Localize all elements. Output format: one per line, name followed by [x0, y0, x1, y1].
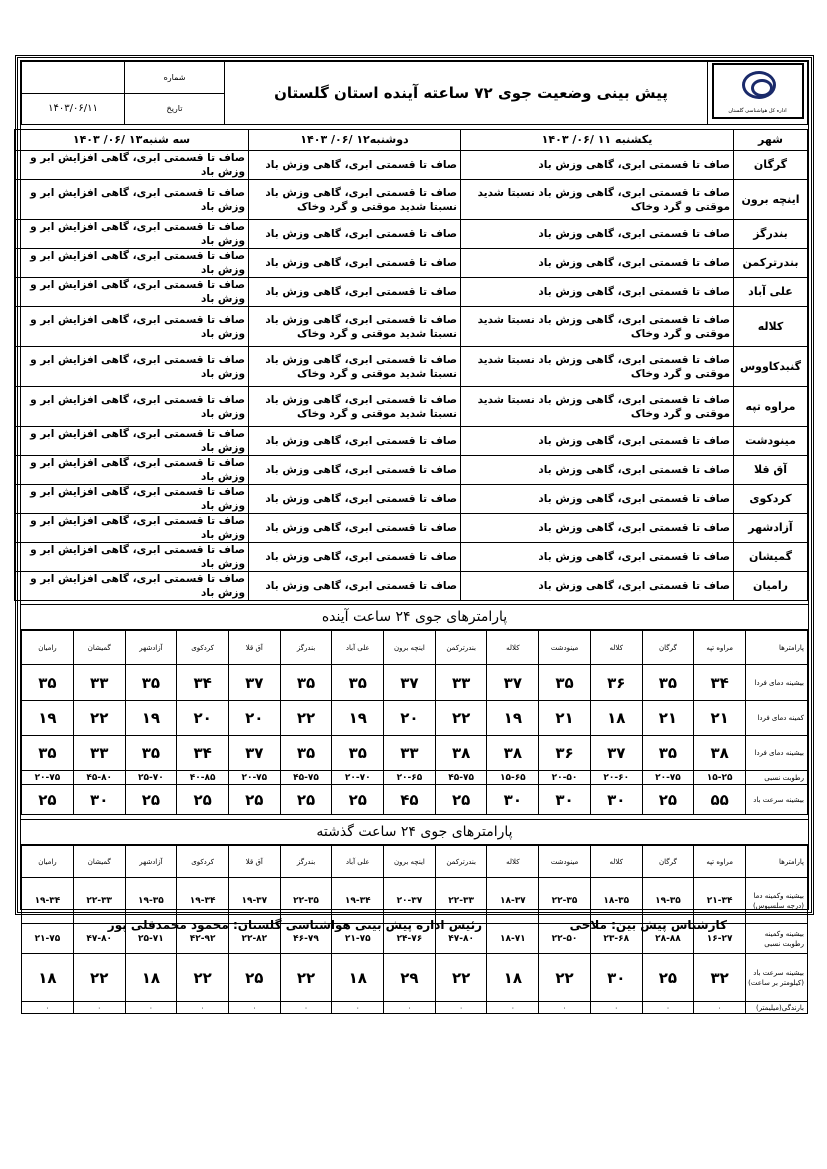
forecast-cell: صاف تا قسمتی ابری، گاهی افزایش ابر و وزش باد [15, 456, 249, 485]
param-value: ۲۰-۶۵ [384, 771, 436, 785]
param-value: ۲۲-۳۳ [435, 878, 487, 924]
param-label: بیشینه دمای فردا [746, 665, 808, 701]
station-header: رامیان [22, 846, 74, 878]
param-value: ۱۸ [590, 701, 642, 736]
forecast-row [15, 543, 808, 572]
station-header: گمیشان [73, 846, 125, 878]
param-value: ۲۲ [177, 954, 229, 1002]
forecast-row [15, 514, 808, 543]
forecast-cell: صاف تا قسمتی ابری، گاهی وزش باد [461, 456, 734, 485]
forecast-cell: صاف تا قسمتی ابری، گاهی افزایش ابر و وزش باد [15, 220, 249, 249]
station-header: کلاله [590, 631, 642, 665]
param-value: ۱۸ [487, 954, 539, 1002]
param-value: ۳۷ [590, 736, 642, 771]
param-value: ۱۹-۳۴ [177, 878, 229, 924]
param-label: بیشینه سرعت باد [746, 785, 808, 815]
param-row [22, 878, 808, 924]
station-header: مراوه تپه [694, 846, 746, 878]
forecast-row [15, 249, 808, 278]
param-value: ۲۲ [280, 954, 332, 1002]
param-value: ۲۰-۷۵ [22, 771, 74, 785]
param-value: ۲۵-۷۰ [125, 771, 177, 785]
param-value: ۱۵-۶۵ [487, 771, 539, 785]
forecast-cell: صاف تا قسمتی ابری، گاهی وزش باد نسبتا شدید موقتی و گرد وخاک [249, 347, 461, 387]
param-value: ۴۶-۷۹ [280, 924, 332, 954]
param-value: ۳۵ [642, 736, 694, 771]
param-value: ۵۵ [694, 785, 746, 815]
forecast-cell: صاف تا قسمتی ابری، گاهی وزش باد [461, 220, 734, 249]
param-value: ۲۵-۷۱ [125, 924, 177, 954]
param-value: ۳۵ [22, 665, 74, 701]
param-value: ۲۲ [73, 701, 125, 736]
param-value: ۲۱ [694, 701, 746, 736]
param-value: ۳۳ [73, 736, 125, 771]
param-value: ۳۷ [487, 665, 539, 701]
param-row [22, 736, 808, 771]
city-name: مینودشت [734, 427, 808, 456]
param-value: ۲۱ [642, 701, 694, 736]
param-value: ۲۲ [539, 954, 591, 1002]
forecast-row [15, 387, 808, 427]
forecast-cell: صاف تا قسمتی ابری، گاهی وزش باد [461, 485, 734, 514]
forecast-cell: صاف تا قسمتی ابری، گاهی افزایش ابر و وزش باد [15, 249, 249, 278]
city-name: گمیشان [734, 543, 808, 572]
forecast-row [15, 151, 808, 180]
forecast-cell: صاف تا قسمتی ابری، گاهی وزش باد [249, 151, 461, 180]
station-header: گمیشان [73, 631, 125, 665]
param-value: ۳۰ [73, 785, 125, 815]
forecast-row [15, 456, 808, 485]
past24-title: پارامترهای جوی ۲۴ ساعت گذشته [21, 819, 808, 845]
date-value: ۱۴۰۳/۰۶/۱۱ [22, 93, 125, 125]
forecast-cell: صاف تا قسمتی ابری، گاهی وزش باد [249, 485, 461, 514]
param-label: بیشینه وکمینه رطوبت نسبی [746, 924, 808, 954]
param-value: ۳۳ [73, 665, 125, 701]
station-header: کلاله [590, 846, 642, 878]
param-value: ۲۰-۷۵ [228, 771, 280, 785]
forecast-cell: صاف تا قسمتی ابری، گاهی وزش باد [249, 543, 461, 572]
param-value: ۴۷-۸۰ [435, 924, 487, 954]
param-header: پارامترها [746, 846, 808, 878]
forecast-cell: صاف تا قسمتی ابری، گاهی وزش باد [249, 572, 461, 601]
forecast-cell: صاف تا قسمتی ابری، گاهی وزش باد [461, 572, 734, 601]
param-value: ۴۷-۸۰ [73, 924, 125, 954]
param-value: ۲۲ [73, 954, 125, 1002]
param-value: ۰ [177, 1002, 229, 1014]
param-row [22, 771, 808, 785]
param-value: ۳۰ [539, 785, 591, 815]
param-value: ۱۹-۳۷ [228, 878, 280, 924]
param-value: ۳۵ [125, 736, 177, 771]
param-value: ۲۵ [332, 785, 384, 815]
param-value: ۱۸ [125, 954, 177, 1002]
param-row [22, 1002, 808, 1014]
param-value: ۲۵ [22, 785, 74, 815]
forecast-row [15, 572, 808, 601]
param-value: ۰ [539, 1002, 591, 1014]
param-value: ۳۶ [590, 665, 642, 701]
param-value: ۲۵ [435, 785, 487, 815]
param-value: ۲۵ [125, 785, 177, 815]
station-header: مراوه تپه [694, 631, 746, 665]
station-header: مینودشت [539, 631, 591, 665]
param-value: ۳۵ [125, 665, 177, 701]
forecast-cell: صاف تا قسمتی ابری، گاهی وزش باد [249, 278, 461, 307]
param-value: ۳۷ [228, 665, 280, 701]
param-value: ۳۳ [384, 736, 436, 771]
forecaster-signature: کارشناس پیش بین: ملاحی [569, 918, 727, 932]
city-name: مراوه تپه [734, 387, 808, 427]
param-value: ۰ [73, 1002, 125, 1014]
forecast-cell: صاف تا قسمتی ابری، گاهی وزش باد نسبتا شدید موقتی و گرد وخاک [461, 387, 734, 427]
param-label: رطوبت نسبی [746, 771, 808, 785]
footer-signatures [107, 918, 727, 940]
forecast-row [15, 307, 808, 347]
param-label: بیشینه سرعت باد (کیلومتر بر ساعت) [746, 954, 808, 1002]
param-value: ۲۳-۶۸ [590, 924, 642, 954]
head-signature: رئیس اداره پیش بینی هواشناسی گلستان: محمود محمدقلی پور [107, 918, 482, 932]
param-value: ۳۰ [590, 954, 642, 1002]
forecast-cell: صاف تا قسمتی ابری، گاهی افزایش ابر و وزش باد [15, 151, 249, 180]
param-value: ۱۸ [332, 954, 384, 1002]
param-row [22, 665, 808, 701]
forecast-cell: صاف تا قسمتی ابری، گاهی افزایش ابر و وزش باد [15, 485, 249, 514]
param-label: بارندگی(میلیمتر) [746, 1002, 808, 1014]
city-name: علی آباد [734, 278, 808, 307]
param-value: ۳۵ [22, 736, 74, 771]
day-header: یکشنبه ۱۱ /۰۶/ ۱۴۰۳ [461, 130, 734, 151]
param-value: ۰ [694, 1002, 746, 1014]
param-value: ۲۰ [384, 701, 436, 736]
forecast-cell: صاف تا قسمتی ابری، گاهی وزش باد [249, 514, 461, 543]
param-value: ۳۴ [177, 736, 229, 771]
forecast-cell: صاف تا قسمتی ابری، گاهی وزش باد [249, 249, 461, 278]
param-header-row [22, 631, 808, 665]
station-header: کردکوی [177, 631, 229, 665]
param-value: ۳۸ [435, 736, 487, 771]
city-name: بندرگز [734, 220, 808, 249]
next24-title: پارامترهای جوی ۲۴ ساعت آینده [21, 604, 808, 630]
station-header: گرگان [642, 631, 694, 665]
param-value: ۲۰-۳۷ [384, 878, 436, 924]
forecast-cell: صاف تا قسمتی ابری، گاهی افزایش ابر و وزش باد [15, 180, 249, 220]
param-header: پارامترها [746, 631, 808, 665]
param-value: ۱۸-۳۵ [590, 878, 642, 924]
param-value: ۰ [22, 1002, 74, 1014]
param-value: ۲۴-۷۶ [384, 924, 436, 954]
city-name: گرگان [734, 151, 808, 180]
param-value: ۲۹ [384, 954, 436, 1002]
param-value: ۳۵ [332, 665, 384, 701]
forecast-cell: صاف تا قسمتی ابری، گاهی وزش باد [461, 543, 734, 572]
param-value: ۲۱-۷۵ [332, 924, 384, 954]
param-value: ۲۸-۸۸ [642, 924, 694, 954]
param-value: ۲۵ [177, 785, 229, 815]
number-label: شماره [125, 62, 225, 94]
param-value: ۱۹-۳۵ [642, 878, 694, 924]
param-value: ۳۷ [384, 665, 436, 701]
forecast-cell: صاف تا قسمتی ابری، گاهی وزش باد نسبتا شدید موقتی و گرد وخاک [249, 180, 461, 220]
forecast-cell: صاف تا قسمتی ابری، گاهی افزایش ابر و وزش باد [15, 543, 249, 572]
city-header: شهر [734, 130, 808, 151]
param-value: ۰ [435, 1002, 487, 1014]
forecast-cell: صاف تا قسمتی ابری، گاهی وزش باد نسبتا شدید موقتی و گرد وخاک [461, 180, 734, 220]
param-value: ۲۵ [228, 785, 280, 815]
param-value: ۳۴ [177, 665, 229, 701]
param-value: ۰ [590, 1002, 642, 1014]
param-value: ۲۲ [435, 954, 487, 1002]
station-header: گرگان [642, 846, 694, 878]
station-header: بندرترکمن [435, 631, 487, 665]
station-header: رامیان [22, 631, 74, 665]
day-header: سه شنبه۱۳ /۰۶/ ۱۴۰۳ [15, 130, 249, 151]
forecast-cell: صاف تا قسمتی ابری، گاهی افزایش ابر و وزش باد [15, 427, 249, 456]
forecast-cell: صاف تا قسمتی ابری، گاهی وزش باد [249, 456, 461, 485]
param-value: ۱۸-۷۱ [487, 924, 539, 954]
param-value: ۲۲-۳۵ [539, 878, 591, 924]
forecast-cell: صاف تا قسمتی ابری، گاهی وزش باد نسبتا شدید موقتی و گرد وخاک [461, 347, 734, 387]
forecast-cell: صاف تا قسمتی ابری، گاهی افزایش ابر و وزش باد [15, 572, 249, 601]
param-row [22, 954, 808, 1002]
station-header: بندرگز [280, 846, 332, 878]
logo-cell [708, 62, 808, 125]
param-value: ۱۵-۲۵ [694, 771, 746, 785]
forecast-cell: صاف تا قسمتی ابری، گاهی وزش باد نسبتا شدید موقتی و گرد وخاک [249, 307, 461, 347]
param-value: ۳۵ [642, 665, 694, 701]
param-value: ۳۵ [280, 665, 332, 701]
city-name: رامیان [734, 572, 808, 601]
forecast-cell: صاف تا قسمتی ابری، گاهی وزش باد [461, 278, 734, 307]
param-value: ۳۵ [332, 736, 384, 771]
city-name: کلاله [734, 307, 808, 347]
param-value: ۱۹-۳۴ [22, 878, 74, 924]
param-value: ۰ [280, 1002, 332, 1014]
param-value: ۲۰ [177, 701, 229, 736]
forecast-cell: صاف تا قسمتی ابری، گاهی وزش باد [249, 427, 461, 456]
station-header: آزادشهر [125, 846, 177, 878]
station-header: اینچه برون [384, 631, 436, 665]
param-value: ۱۶-۲۷ [694, 924, 746, 954]
param-value: ۲۰-۵۰ [539, 771, 591, 785]
param-value: ۲۲ [280, 701, 332, 736]
forecast-cell: صاف تا قسمتی ابری، گاهی وزش باد [461, 151, 734, 180]
param-value: ۳۰ [590, 785, 642, 815]
param-label: بیشینه دمای فردا [746, 736, 808, 771]
forecast-row [15, 485, 808, 514]
param-value: ۲۵ [228, 954, 280, 1002]
forecast-cell: صاف تا قسمتی ابری، گاهی وزش باد نسبتا شدید موقتی و گرد وخاک [249, 387, 461, 427]
city-name: گنبدکاووس [734, 347, 808, 387]
param-value: ۱۹ [332, 701, 384, 736]
forecast-cell: صاف تا قسمتی ابری، گاهی افزایش ابر و وزش باد [15, 307, 249, 347]
param-row [22, 785, 808, 815]
station-header: بندرگز [280, 631, 332, 665]
forecast-cell: صاف تا قسمتی ابری، گاهی وزش باد [461, 249, 734, 278]
date-label: تاریخ [125, 93, 225, 125]
station-header: کلاله [487, 846, 539, 878]
param-value: ۲۰-۷۵ [642, 771, 694, 785]
station-header: علی آباد [332, 846, 384, 878]
param-value: ۲۰-۷۰ [332, 771, 384, 785]
param-value: ۳۰ [487, 785, 539, 815]
param-value: ۱۸ [22, 954, 74, 1002]
param-value: ۰ [228, 1002, 280, 1014]
param-value: ۰ [332, 1002, 384, 1014]
param-value: ۳۲ [694, 954, 746, 1002]
param-value: ۳۵ [539, 665, 591, 701]
param-value: ۲۰ [228, 701, 280, 736]
city-name: بندرترکمن [734, 249, 808, 278]
param-value: ۰ [642, 1002, 694, 1014]
param-value: ۲۱-۳۴ [694, 878, 746, 924]
param-value: ۲۲ [435, 701, 487, 736]
param-value: ۳۶ [539, 736, 591, 771]
param-value: ۴۰-۸۵ [177, 771, 229, 785]
station-header: کلاله [487, 631, 539, 665]
param-value: ۳۴ [694, 665, 746, 701]
param-value: ۳۳ [435, 665, 487, 701]
param-label: کمینه دمای فردا [746, 701, 808, 736]
param-header-row [22, 846, 808, 878]
forecast-cell: صاف تا قسمتی ابری، گاهی وزش باد [249, 220, 461, 249]
city-name: آزادشهر [734, 514, 808, 543]
param-value: ۳۸ [487, 736, 539, 771]
param-value: ۲۲-۸۲ [228, 924, 280, 954]
meteorology-logo [712, 63, 804, 119]
param-value: ۳۷ [228, 736, 280, 771]
logo-caption: اداره کل هواشناسی گلستان [728, 108, 787, 114]
param-value: ۱۹-۳۴ [332, 878, 384, 924]
param-value: ۰ [487, 1002, 539, 1014]
param-value: ۳۵ [280, 736, 332, 771]
param-value: ۱۹-۳۵ [125, 878, 177, 924]
param-value: ۲۱ [539, 701, 591, 736]
next24-table [21, 630, 808, 815]
forecast-row [15, 220, 808, 249]
forecast-cell: صاف تا قسمتی ابری، گاهی افزایش ابر و وزش باد [15, 278, 249, 307]
param-value: ۰ [125, 1002, 177, 1014]
param-value: ۲۵ [642, 785, 694, 815]
forecast-table [14, 129, 808, 601]
param-value: ۱۹ [487, 701, 539, 736]
station-header: آق قلا [228, 631, 280, 665]
logo-icon [742, 71, 776, 99]
forecast-cell: صاف تا قسمتی ابری، گاهی وزش باد نسبتا شدید موقتی و گرد وخاک [461, 307, 734, 347]
param-value: ۱۹ [22, 701, 74, 736]
city-name: کردکوی [734, 485, 808, 514]
station-header: اینچه برون [384, 846, 436, 878]
param-label: بیشینه وکمینه دما (درجه سلسیوس) [746, 878, 808, 924]
param-value: ۴۵-۷۵ [435, 771, 487, 785]
forecast-cell: صاف تا قسمتی ابری، گاهی وزش باد [461, 427, 734, 456]
station-header: آزادشهر [125, 631, 177, 665]
param-value: ۱۸-۳۷ [487, 878, 539, 924]
param-value: ۲۲-۳۵ [280, 878, 332, 924]
forecast-row [15, 180, 808, 220]
param-value: ۳۸ [694, 736, 746, 771]
forecast-cell: صاف تا قسمتی ابری، گاهی افزایش ابر و وزش باد [15, 387, 249, 427]
forecast-row [15, 427, 808, 456]
param-value: ۲۲-۳۳ [73, 878, 125, 924]
forecast-cell: صاف تا قسمتی ابری، گاهی وزش باد [461, 514, 734, 543]
header-table [21, 61, 808, 125]
forecast-row [15, 278, 808, 307]
day-header: دوشنبه۱۲ /۰۶/ ۱۴۰۳ [249, 130, 461, 151]
station-header: آق قلا [228, 846, 280, 878]
station-header: کردکوی [177, 846, 229, 878]
number-value [22, 62, 125, 94]
city-name: اینچه برون [734, 180, 808, 220]
page-title: پیش بینی وضعیت جوی ۷۲ ساعته آینده استان گلستان [225, 62, 708, 125]
param-value: ۲۲-۵۰ [539, 924, 591, 954]
param-value: ۴۲-۹۲ [177, 924, 229, 954]
param-value: ۲۰-۶۰ [590, 771, 642, 785]
station-header: بندرترکمن [435, 846, 487, 878]
param-value: ۲۵ [642, 954, 694, 1002]
param-value: ۴۵ [384, 785, 436, 815]
param-value: ۲۱-۷۵ [22, 924, 74, 954]
forecast-row [15, 347, 808, 387]
forecast-header-row [15, 130, 808, 151]
city-name: آق قلا [734, 456, 808, 485]
forecast-cell: صاف تا قسمتی ابری، گاهی افزایش ابر و وزش باد [15, 347, 249, 387]
param-value: ۱۹ [125, 701, 177, 736]
param-row [22, 701, 808, 736]
param-value: ۲۵ [280, 785, 332, 815]
forecast-cell: صاف تا قسمتی ابری، گاهی افزایش ابر و وزش باد [15, 514, 249, 543]
param-value: ۴۵-۸۰ [73, 771, 125, 785]
param-value: ۰ [384, 1002, 436, 1014]
station-header: مینودشت [539, 846, 591, 878]
param-value: ۴۵-۷۵ [280, 771, 332, 785]
station-header: علی آباد [332, 631, 384, 665]
